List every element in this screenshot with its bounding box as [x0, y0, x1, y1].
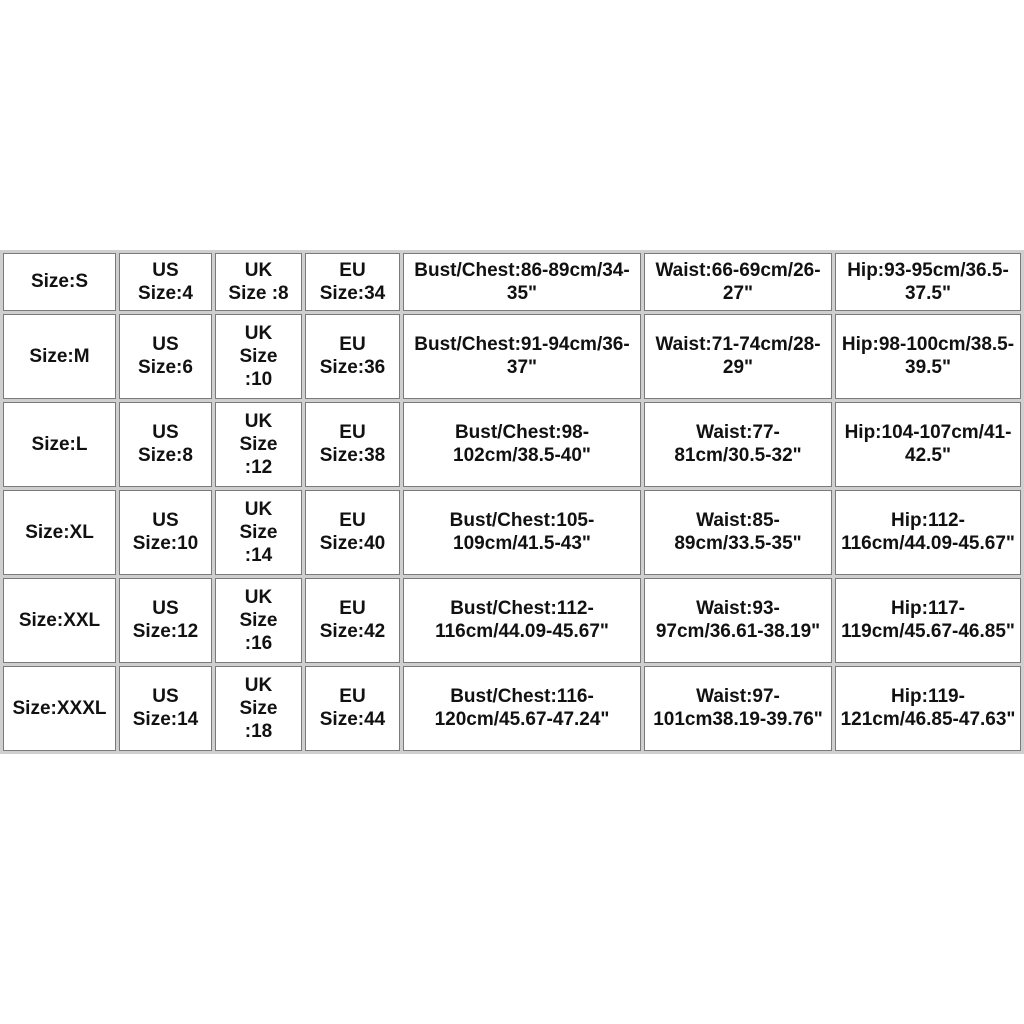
waist-cell: Waist:66-69cm/26- 27": [644, 253, 832, 311]
bust-chest-cell: Bust/Chest:98- 102cm/38.5-40": [403, 402, 641, 487]
hip-cell: Hip:93-95cm/36.5- 37.5": [835, 253, 1021, 311]
size-cell: Size:XXL: [3, 578, 116, 663]
size-cell: Size:S: [3, 253, 116, 311]
bust-chest-cell: Bust/Chest:91-94cm/36- 37": [403, 314, 641, 399]
table-row: [3, 578, 1021, 663]
hip-cell: Hip:104-107cm/41- 42.5": [835, 402, 1021, 487]
us-size-cell: US Size:12: [119, 578, 212, 663]
waist-cell: Waist:97- 101cm38.19-39.76": [644, 666, 832, 751]
size-cell: Size:XL: [3, 490, 116, 575]
uk-size-cell: UK Size :16: [215, 578, 302, 663]
eu-size-cell: EU Size:44: [305, 666, 400, 751]
size-cell: Size:L: [3, 402, 116, 487]
eu-size-cell: EU Size:34: [305, 253, 400, 311]
bust-chest-cell: Bust/Chest:116- 120cm/45.67-47.24": [403, 666, 641, 751]
table-row: [3, 490, 1021, 575]
hip-cell: Hip:119- 121cm/46.85-47.63": [835, 666, 1021, 751]
bust-chest-cell: Bust/Chest:86-89cm/34- 35": [403, 253, 641, 311]
waist-cell: Waist:85- 89cm/33.5-35": [644, 490, 832, 575]
waist-cell: Waist:71-74cm/28- 29": [644, 314, 832, 399]
table-row: [3, 402, 1021, 487]
table-row: [3, 666, 1021, 751]
bust-chest-cell: Bust/Chest:112- 116cm/44.09-45.67": [403, 578, 641, 663]
uk-size-cell: UK Size :18: [215, 666, 302, 751]
us-size-cell: US Size:8: [119, 402, 212, 487]
uk-size-cell: UK Size :12: [215, 402, 302, 487]
us-size-cell: US Size:6: [119, 314, 212, 399]
us-size-cell: US Size:14: [119, 666, 212, 751]
size-chart-table: [0, 250, 1024, 754]
us-size-cell: US Size:4: [119, 253, 212, 311]
hip-cell: Hip:117- 119cm/45.67-46.85": [835, 578, 1021, 663]
size-cell: Size:XXXL: [3, 666, 116, 751]
eu-size-cell: EU Size:42: [305, 578, 400, 663]
table-row: [3, 253, 1021, 311]
uk-size-cell: UK Size :10: [215, 314, 302, 399]
size-cell: Size:M: [3, 314, 116, 399]
hip-cell: Hip:98-100cm/38.5- 39.5": [835, 314, 1021, 399]
us-size-cell: US Size:10: [119, 490, 212, 575]
eu-size-cell: EU Size:36: [305, 314, 400, 399]
uk-size-cell: UK Size :8: [215, 253, 302, 311]
table-row: [3, 314, 1021, 399]
uk-size-cell: UK Size :14: [215, 490, 302, 575]
eu-size-cell: EU Size:40: [305, 490, 400, 575]
bust-chest-cell: Bust/Chest:105- 109cm/41.5-43": [403, 490, 641, 575]
waist-cell: Waist:93- 97cm/36.61-38.19": [644, 578, 832, 663]
waist-cell: Waist:77- 81cm/30.5-32": [644, 402, 832, 487]
eu-size-cell: EU Size:38: [305, 402, 400, 487]
hip-cell: Hip:112- 116cm/44.09-45.67": [835, 490, 1021, 575]
